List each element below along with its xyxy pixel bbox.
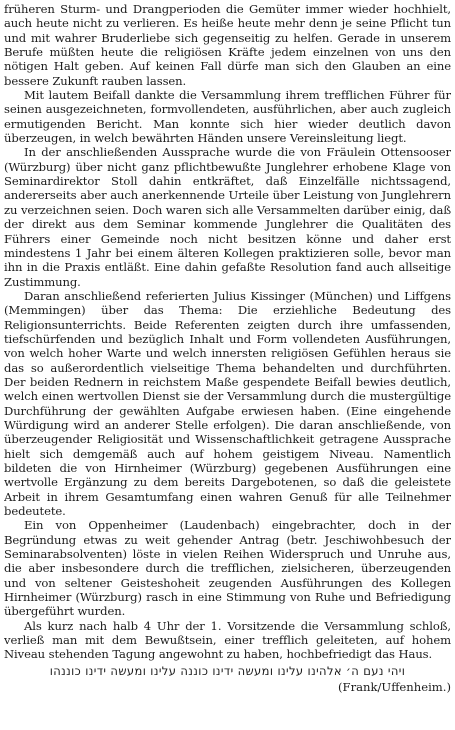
paragraph-applause: Mit lautem Beifall dankte die Versammlung ihrem trefflichen Führer für seinen ausgezeichneten, formvollendeten, ausführlichen, aber auch zugleich ermutigenden Bericht. Man konnte sich hier wieder deutlich davon überzeugen, in welch bewährten Händen unsere Vereinsleitung liegt. bbox=[4, 88, 451, 146]
paragraph-intro-continuation: früheren Sturm- und Drangperioden die Gemüter immer wieder hochhielt, auch heute nicht zu verlieren. Es heiße heute mehr denn je seine Pflicht tun und mit wahrer Bruderliebe sich gegenseitig zu helfen. Gerade in unserem Berufe müßten heute die religiösen Kräfte jedem einzelnen von uns den nötigen Halt geben. Auf keinen Fall dürfe man sich den Glauben an eine bessere Zukunft rauben lassen. bbox=[4, 2, 451, 88]
paragraph-religionsunterricht-lecture: Daran anschließend referierten Julius Kissinger (München) und Liffgens (Memmingen) über das Thema: Die erziehliche Bedeutung des Religionsunterrichts. Beide Referenten zeigten durch ihre umfassenden, tiefschürfenden und bezüglich Inhalt und Form vollendeten Ausführungen, von welch hoher Warte und welch innersten religiösen Gefühlen heraus sie das so außerordentlich vielseitige Thema behandelten und durchführten. Der beiden Rednern in reichstem Maße gespendete Beifall bewies deutlich, welch einen wertvollen Dienst sie der Versammlung durch die mustergültige Durchführung der gewählten Aufgabe erwiesen haben. (Eine eingehende Würdigung wird an anderer Stelle erfolgen). Die daran anschließende, von überzeugender Religiosität und Wissenschaftlichkeit getragene Aussprache hielt sich demgemäß auch auf hohem geistigem Niveau. Namentlich bildeten die von Hirnheimer (Würzburg) gegebenen Ausführungen eine wertvolle Ergänzung zu dem bereits Dargebotenen, so daß die geleistete Arbeit in ihrem Gesamtumfang einen wahren Genuß für alle Teilnehmer bedeutete. bbox=[4, 288, 451, 519]
paragraph-jeschiwoh-motion: Ein von Oppenheimer (Laudenbach) eingebrachter, doch in der Begründung etwas zu weit gehender Antrag (betr. Jeschiwohbesuch der Seminarabsolventen) löste in vielen Reihen Widerspruch und Unruhe aus, die aber insbesondere durch die trefflichen, zielsicheren, überzeugenden und von seltener Geisteshoheit zeugenden Ausführungen des Kollegen Hirnheimer (Würzburg) rasch in eine Stimmung von Ruhe und Befriedigung übergeführt wurden. bbox=[4, 518, 451, 619]
paragraph-discussion-junglehrer: In der anschließenden Aussprache wurde die von Fräulein Ottensooser (Würzburg) über nicht ganz pflichtbewußte Junglehrer erhobene Klage von Seminardirektor Stoll dahin entkräftet, daß Einzelfälle nichtssagend, andererseits aber auch anerkennende Urteile über Leistung von Junglehrern zu verzeichnen seien. Doch waren sich alle Versammelten darüber einig, daß der direkt aus dem Seminar kommende Junglehrer die Qualitäten des Führers einer Gemeinde noch nicht besitzen könne und daher erst mindestens 1 Jahr bei einem älteren Kollegen praktizieren solle, bevor man ihn in die Praxis entläßt. Eine dahin gefaßte Resolution fand auch allseitige Zustimmung. bbox=[4, 145, 451, 289]
hebrew-closing-verse: ויהי נעם ה׳ אלהינו עלינו ומעשה ידינו כוננה עלינו ומעשה ידינו כוננהו bbox=[49, 663, 406, 678]
author-signature: (Frank/Uffenheim.) bbox=[338, 679, 451, 694]
newspaper-column bbox=[4, 2, 451, 728]
paragraph-closing: Als kurz nach halb 4 Uhr der 1. Vorsitzende die Versammlung schloß, verließ man mit dem Bewußtsein, einer trefflich geleiteten, auf hohem Niveau stehenden Tagung angewohnt zu haben, hochbefriedigt das Haus. bbox=[4, 618, 451, 662]
